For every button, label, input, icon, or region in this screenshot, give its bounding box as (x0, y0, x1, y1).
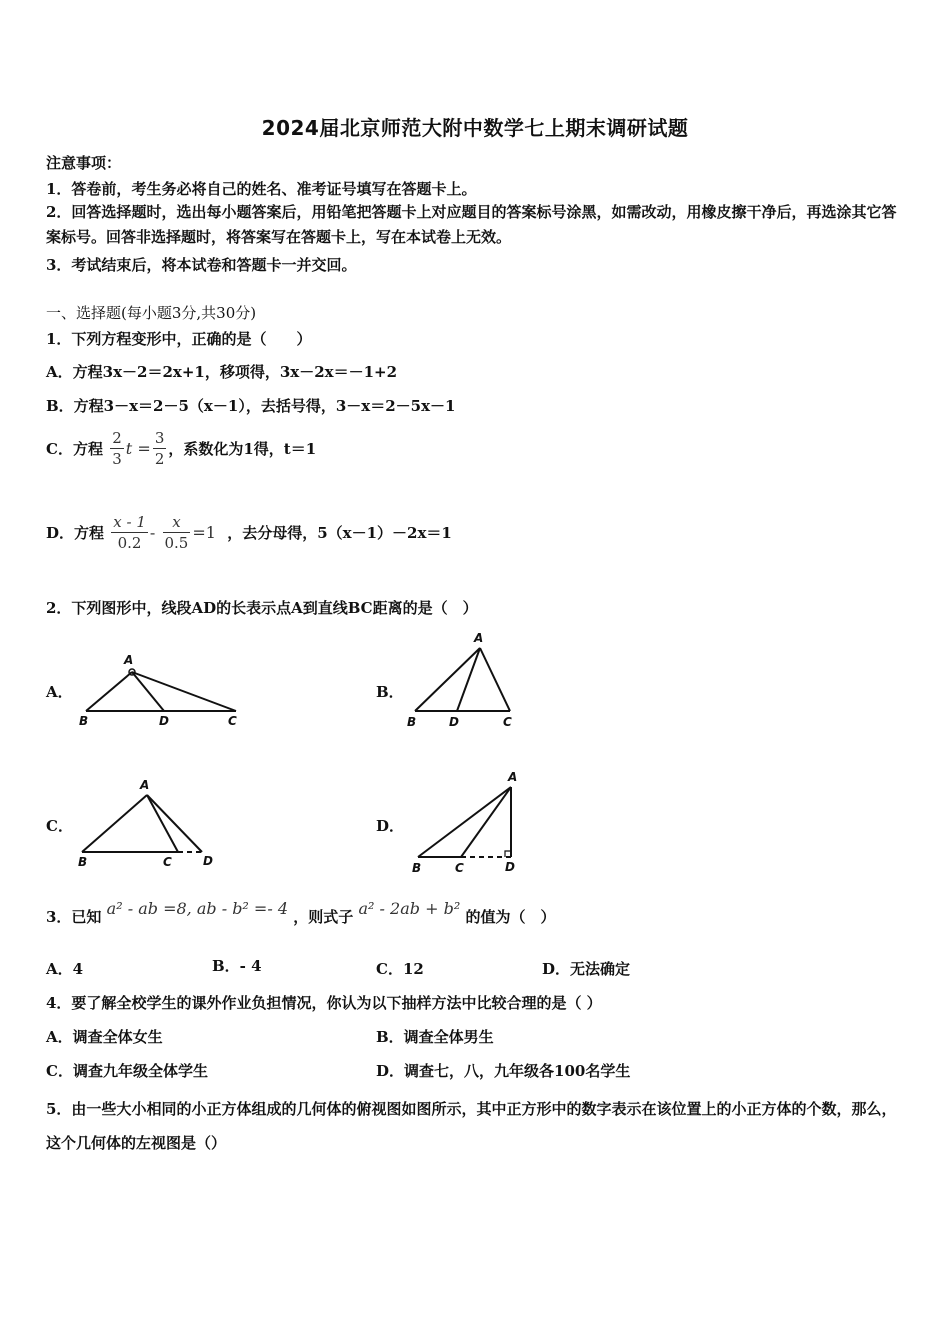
question-2-option-d: D． (376, 817, 405, 835)
equals-one: =1 (192, 523, 216, 542)
notice-item-1: 1．答卷前，考生务必将自己的姓名、准考证号填写在答题卡上。 (46, 180, 477, 198)
question-3-option-c: C．12 (376, 960, 424, 978)
label-c: C (163, 855, 172, 869)
numerator: x - 1 (113, 513, 146, 531)
question-4-option-b: B．调查全体男生 (376, 1028, 494, 1046)
label-b: B (407, 715, 417, 729)
label-d: D (505, 860, 515, 874)
numerator: 3 (154, 429, 165, 447)
question-2-option-a: A． (46, 683, 73, 701)
label-d: D (159, 714, 169, 728)
notice-item-3: 3．考试结束后，将本试卷和答题卡一并交回。 (46, 256, 357, 274)
question-4-stem: 4．要了解全校学生的课外作业负担情况，你认为以下抽样方法中比较合理的是（ ） (46, 994, 602, 1012)
question-1-stem: 1．下列方程变形中，正确的是（ ） (46, 330, 312, 348)
page-title: 2024届北京师范大附中数学七上期末调研试题 (261, 116, 689, 140)
question-5-stem: 5．由一些大小相同的小正方体组成的几何体的俯视图如图所示，其中正方形中的数字表示在该位置上的小正方体的个数，那么，这个几何体的左视图是（） (46, 1100, 897, 1152)
figure-d-triangle (405, 765, 530, 880)
numerator: 2 (112, 429, 122, 447)
denominator: 0.5 (164, 534, 189, 552)
q3-condition: a² - ab =8, ab - b² =- 4 (106, 899, 289, 918)
minus-sign: - (149, 523, 156, 542)
q3-expression: a² - 2ab + b² (358, 899, 461, 918)
label-a: A (508, 770, 518, 784)
question-4-option-d: D．调查七，八，九年级各100名学生 (376, 1062, 631, 1080)
fraction-x-over-0-5 (163, 512, 191, 553)
figure-c-triangle (72, 775, 222, 873)
denominator: 2 (154, 450, 165, 468)
label-c: C (503, 715, 512, 729)
variable-t: t (125, 439, 133, 458)
question-3-stem (46, 899, 556, 927)
q3-suffix: 的值为（ ） (465, 908, 556, 926)
label-a: A (140, 778, 150, 792)
figure-b-triangle (400, 628, 530, 732)
question-4-option-c: C．调查九年级全体学生 (46, 1062, 208, 1080)
question-3-option-d: D．无法确定 (542, 960, 631, 978)
question-1-option-c (46, 428, 316, 469)
label-d: D (203, 854, 213, 868)
label-c: C (455, 861, 464, 875)
label-c: C (228, 714, 237, 728)
fraction-x-minus-1-over-0-2 (111, 512, 148, 553)
notice-heading: 注意事项： (46, 154, 122, 172)
q3-middle: ，则式子 (293, 908, 354, 926)
question-1-option-a: A．方程3x－2＝2x+1，移项得，3x－2x＝－1+2 (46, 363, 398, 381)
fraction-three-halves (153, 428, 167, 469)
option-d-prefix: D．方程 (46, 524, 105, 542)
denominator: 0.2 (117, 534, 142, 552)
numerator: x (163, 512, 191, 533)
question-2-option-c: C． (46, 817, 73, 835)
label-a: A (124, 653, 134, 667)
question-4-option-a: A．调查全体女生 (46, 1028, 163, 1046)
question-3-option-a: A．4 (46, 960, 84, 978)
question-3-option-b: B．- 4 (212, 957, 262, 975)
question-2-option-b: B． (376, 683, 404, 701)
q3-prefix: 3．已知 (46, 908, 102, 926)
notice-item-2: 2．回答选择题时，选出每小题答案后，用铅笔把答题卡上对应题目的答案标号涂黑，如需改动，用橡皮擦干净后，再选涂其它答案标号。回答非选择题时，将答案写在答题卡上，写在本试卷上无效。 (46, 203, 897, 246)
option-c-prefix: C．方程 (46, 440, 103, 458)
equals-sign: = (137, 439, 151, 458)
question-2-stem: 2．下列图形中，线段AD的长表示点A到直线BC距离的是（ ） (46, 599, 478, 617)
label-b: B (78, 855, 88, 869)
option-d-suffix: ，去分母得，5（x－1）－2x＝1 (227, 524, 452, 542)
label-a: A (474, 631, 484, 645)
denominator: 3 (112, 450, 122, 468)
section-heading: 一、选择题(每小题3分,共30分) (46, 304, 257, 322)
label-b: B (79, 714, 89, 728)
label-d: D (449, 715, 459, 729)
fraction-two-thirds (110, 428, 124, 469)
question-1-option-d (46, 512, 452, 553)
question-1-option-b: B．方程3－x＝2－5（x－1），去括号得，3－x＝2－5x－1 (46, 397, 456, 415)
option-c-suffix: ，系数化为1得，t＝1 (168, 440, 317, 458)
label-b: B (412, 861, 422, 875)
figure-a-triangle (76, 650, 251, 730)
